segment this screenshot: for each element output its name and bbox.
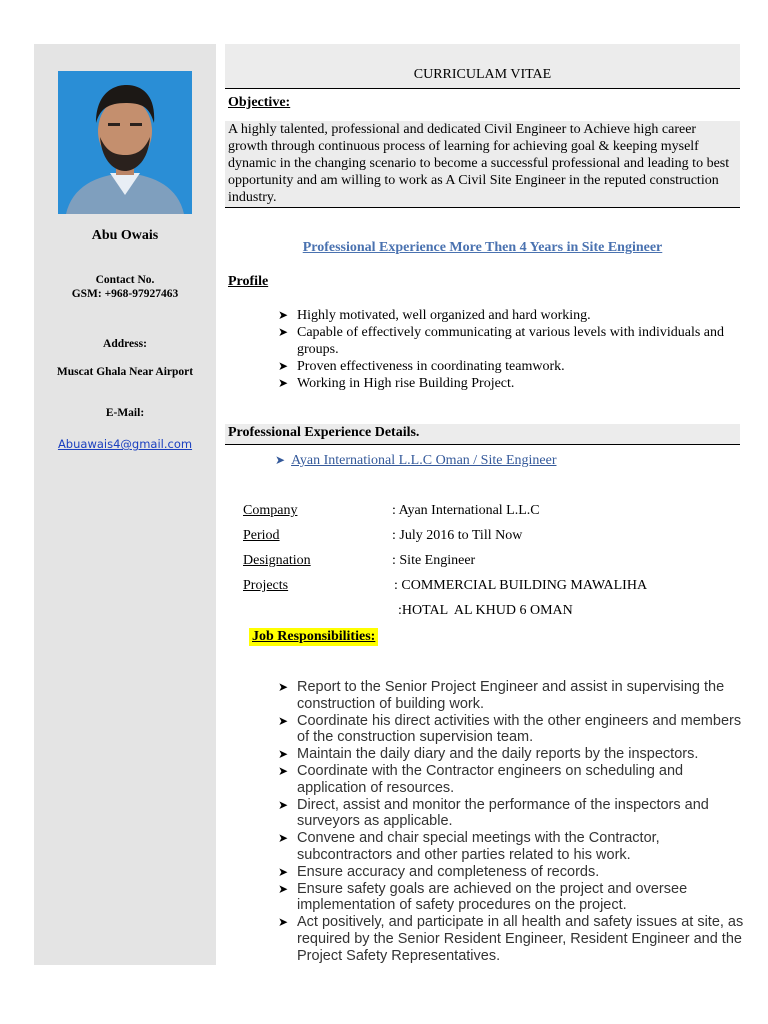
email-link[interactable]: Abuawais4@gmail.com [57, 437, 193, 451]
arrow-bullet-icon: ➤ [278, 915, 289, 930]
job-responsibilities-heading: Job Responsibilities: [249, 628, 378, 646]
arrow-bullet-icon: ➤ [278, 881, 289, 896]
list-item: ➤ Ensure safety goals are achieved on the project and oversee implementation of safety procedures on the project. [278, 880, 688, 914]
list-item: ➤ Convene and chair special meetings with the Contractor, subcontractors and other parties related to his work. [278, 830, 660, 863]
experience-heading: Professional Experience Details. [228, 425, 420, 440]
email-label: E-Mail: [105, 407, 145, 419]
list-item: ➤ Maintain the daily diary and the daily reports by the inspectors. [278, 746, 699, 763]
experience-banner: Professional Experience More Then 4 Years in Site Engineer [302, 240, 663, 255]
arrow-bullet-icon: ➤ [278, 308, 289, 322]
company-link-item[interactable] [275, 453, 556, 469]
list-item: ➤ Direct, assist and monitor the performance of the inspectors and surveyors as applicable. [278, 796, 709, 830]
list-item: ➤ Act positively, and participate in all health and safety issues at site, as required by the Senior Resident Engineer, Resident Engineer and the Project Safety Representatives. [278, 914, 744, 964]
list-item: ➤ Proven effectiveness in coordinating teamwork. [278, 359, 565, 374]
arrow-bullet-icon: ➤ [278, 831, 289, 846]
profile-list [275, 307, 745, 392]
page-title: CURRICULAM VITAE [413, 67, 552, 82]
contact-label: Contact No. [95, 274, 155, 286]
projects-value-2: :HOTAL AL KHUD 6 OMAN [398, 603, 573, 618]
designation-value: : Site Engineer [392, 553, 476, 568]
arrow-bullet-icon: ➤ [278, 376, 289, 390]
objective-text: A highly talented, professional and dedicated Civil Engineer to Achieve high career growth through continuous process of learning for achieving goal & keeping myself dynamic in the changing scenario to become a successful professional and leading to best opportunity and am willing to work as A Civil Site Engineer in the reputed construction industry. [228, 122, 730, 205]
company-link[interactable]: Ayan International L.L.C Oman / Site Engineer [291, 453, 557, 468]
projects-value-1: : COMMERCIAL BUILDING MAWALIHA [394, 578, 648, 593]
list-item: ➤ Coordinate with the Contractor engineers on scheduling and application of resources. [278, 762, 684, 796]
arrow-bullet-icon: ➤ [275, 453, 286, 467]
arrow-bullet-icon: ➤ [278, 797, 289, 812]
arrow-bullet-icon: ➤ [278, 713, 289, 728]
list-item: ➤ Capable of effectively communicating at various levels with individuals and groups. [278, 325, 725, 357]
list-item: ➤ Working in High rise Building Project. [278, 376, 515, 391]
person-name: Abu Owais [91, 228, 159, 243]
list-item: ➤ Report to the Senior Project Engineer and assist in supervising the construction of building work. [278, 679, 725, 712]
arrow-bullet-icon: ➤ [278, 763, 289, 778]
period-value: : July 2016 to Till Now [392, 528, 523, 543]
address-label: Address: [103, 338, 147, 350]
projects-label: Projects [243, 578, 289, 593]
responsibilities-list [275, 679, 745, 965]
gsm-number: GSM: +968-97927463 [71, 288, 179, 300]
arrow-bullet-icon: ➤ [278, 864, 289, 879]
company-value: : Ayan International L.L.C [392, 503, 540, 518]
arrow-bullet-icon: ➤ [278, 680, 289, 694]
designation-label: Designation [243, 553, 311, 568]
company-label: Company [243, 503, 298, 518]
list-item: ➤ Coordinate his direct activities with the other engineers and members of the construction supervision team. [278, 712, 742, 746]
objective-heading: Objective: [228, 95, 291, 110]
arrow-bullet-icon: ➤ [278, 747, 289, 762]
period-label: Period [243, 528, 280, 543]
arrow-bullet-icon: ➤ [278, 359, 289, 373]
profile-heading: Profile [228, 274, 269, 289]
arrow-bullet-icon: ➤ [278, 325, 289, 339]
list-item: ➤ Highly motivated, well organized and hard working. [278, 308, 591, 323]
address-value: Muscat Ghala Near Airport [56, 366, 194, 378]
list-item: ➤ Ensure accuracy and completeness of records. [278, 863, 600, 880]
